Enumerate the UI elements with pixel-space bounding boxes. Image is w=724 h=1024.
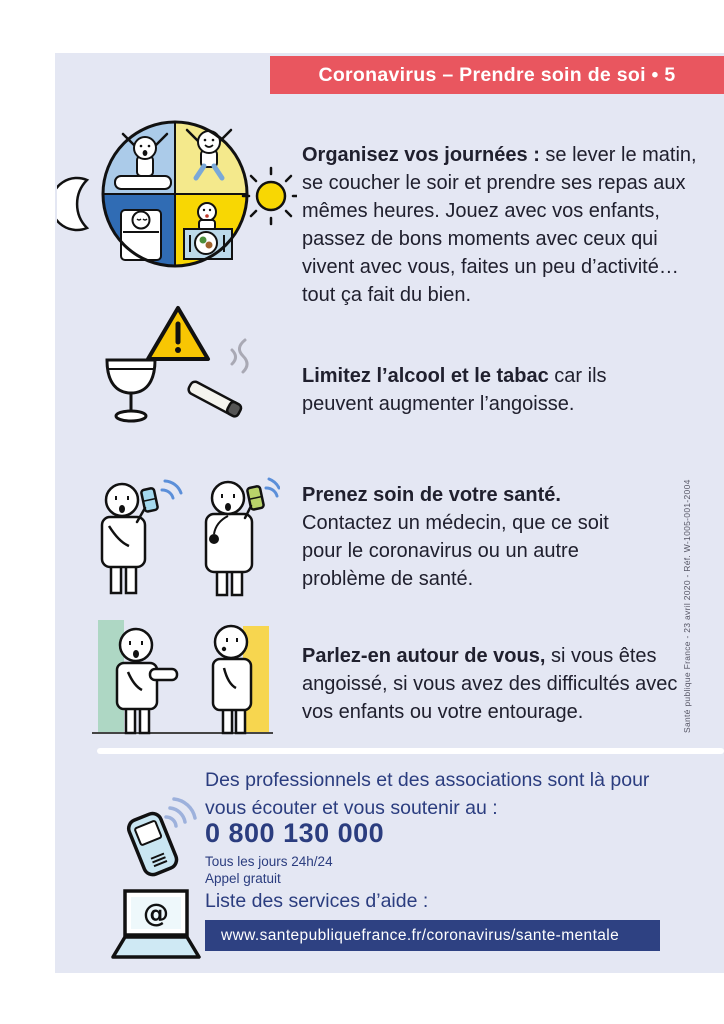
daily-routine-illustration [57,116,297,276]
doctor-figure [206,479,279,595]
moon-icon [57,178,87,230]
section-health-text [302,481,652,593]
section-talk-body: si vous êtes angoissé, si vous avez des difficultés avec vos enfants ou votre entourage. [302,645,678,723]
call-doctor-illustration [85,462,280,612]
hotline-number: 0 800 130 000 [205,818,385,848]
section-limit-text [302,362,632,418]
warning-icon [148,308,208,359]
routine-clock [103,122,247,266]
wine-glass-icon [107,360,155,421]
talk-illustration [90,608,275,743]
services-label: Liste des services d’aide : [205,890,429,912]
page-title-text: Coronavirus – Prendre soin de soi • 5 [318,63,676,86]
pointing-person [117,629,177,733]
caller-figure [102,481,181,593]
section-talk-title: Parlez-en autour de vous, [302,645,546,667]
alcohol-tobacco-illustration [95,300,260,435]
sleeping-person [121,210,161,260]
section-divider [97,748,724,754]
section-talk-text [302,642,697,726]
hotline-free-label: Appel gratuit [205,871,281,886]
section-organize-title: Organisez vos journées : [302,144,540,166]
section-limit-body: car ils peuvent augmenter l’angoisse. [302,365,607,415]
section-health-title: Prenez soin de votre santé. [302,484,561,506]
at-sign-icon: @ [143,899,169,929]
section-limit-title: Limitez l’alcool et le tabac [302,365,549,387]
stethoscope-icon [209,534,219,544]
listening-person [213,626,251,733]
document-reference: Santé publique France - 23 avril 2020 - Réf. W-1005-001-2004 [682,479,692,733]
sun-icon [243,168,297,224]
phone-icon [108,793,203,883]
contact-intro: Des professionnels et des associations sont là pour vous écouter et vous soutenir au : [205,769,650,819]
section-organize-text [302,141,702,309]
section-health-body: Contactez un médecin, que ce soit pour le coronavirus ou un autre problème de santé. [302,512,609,590]
website-link[interactable]: www.santepubliquefrance.fr/coronavirus/sante-mentale [205,920,660,951]
laptop-icon [105,888,205,963]
hotline-hours: Tous les jours 24h/24 [205,854,333,869]
page-title [270,56,724,94]
section-organize-body: se lever le matin, se coucher le soir et prendre ses repas aux mêmes heures. Jouez avec vos enfants, passez de bons moments avec ceux qui vivent avec vous, faites un peu d’activité… tout ça fait du bien. [302,144,697,306]
